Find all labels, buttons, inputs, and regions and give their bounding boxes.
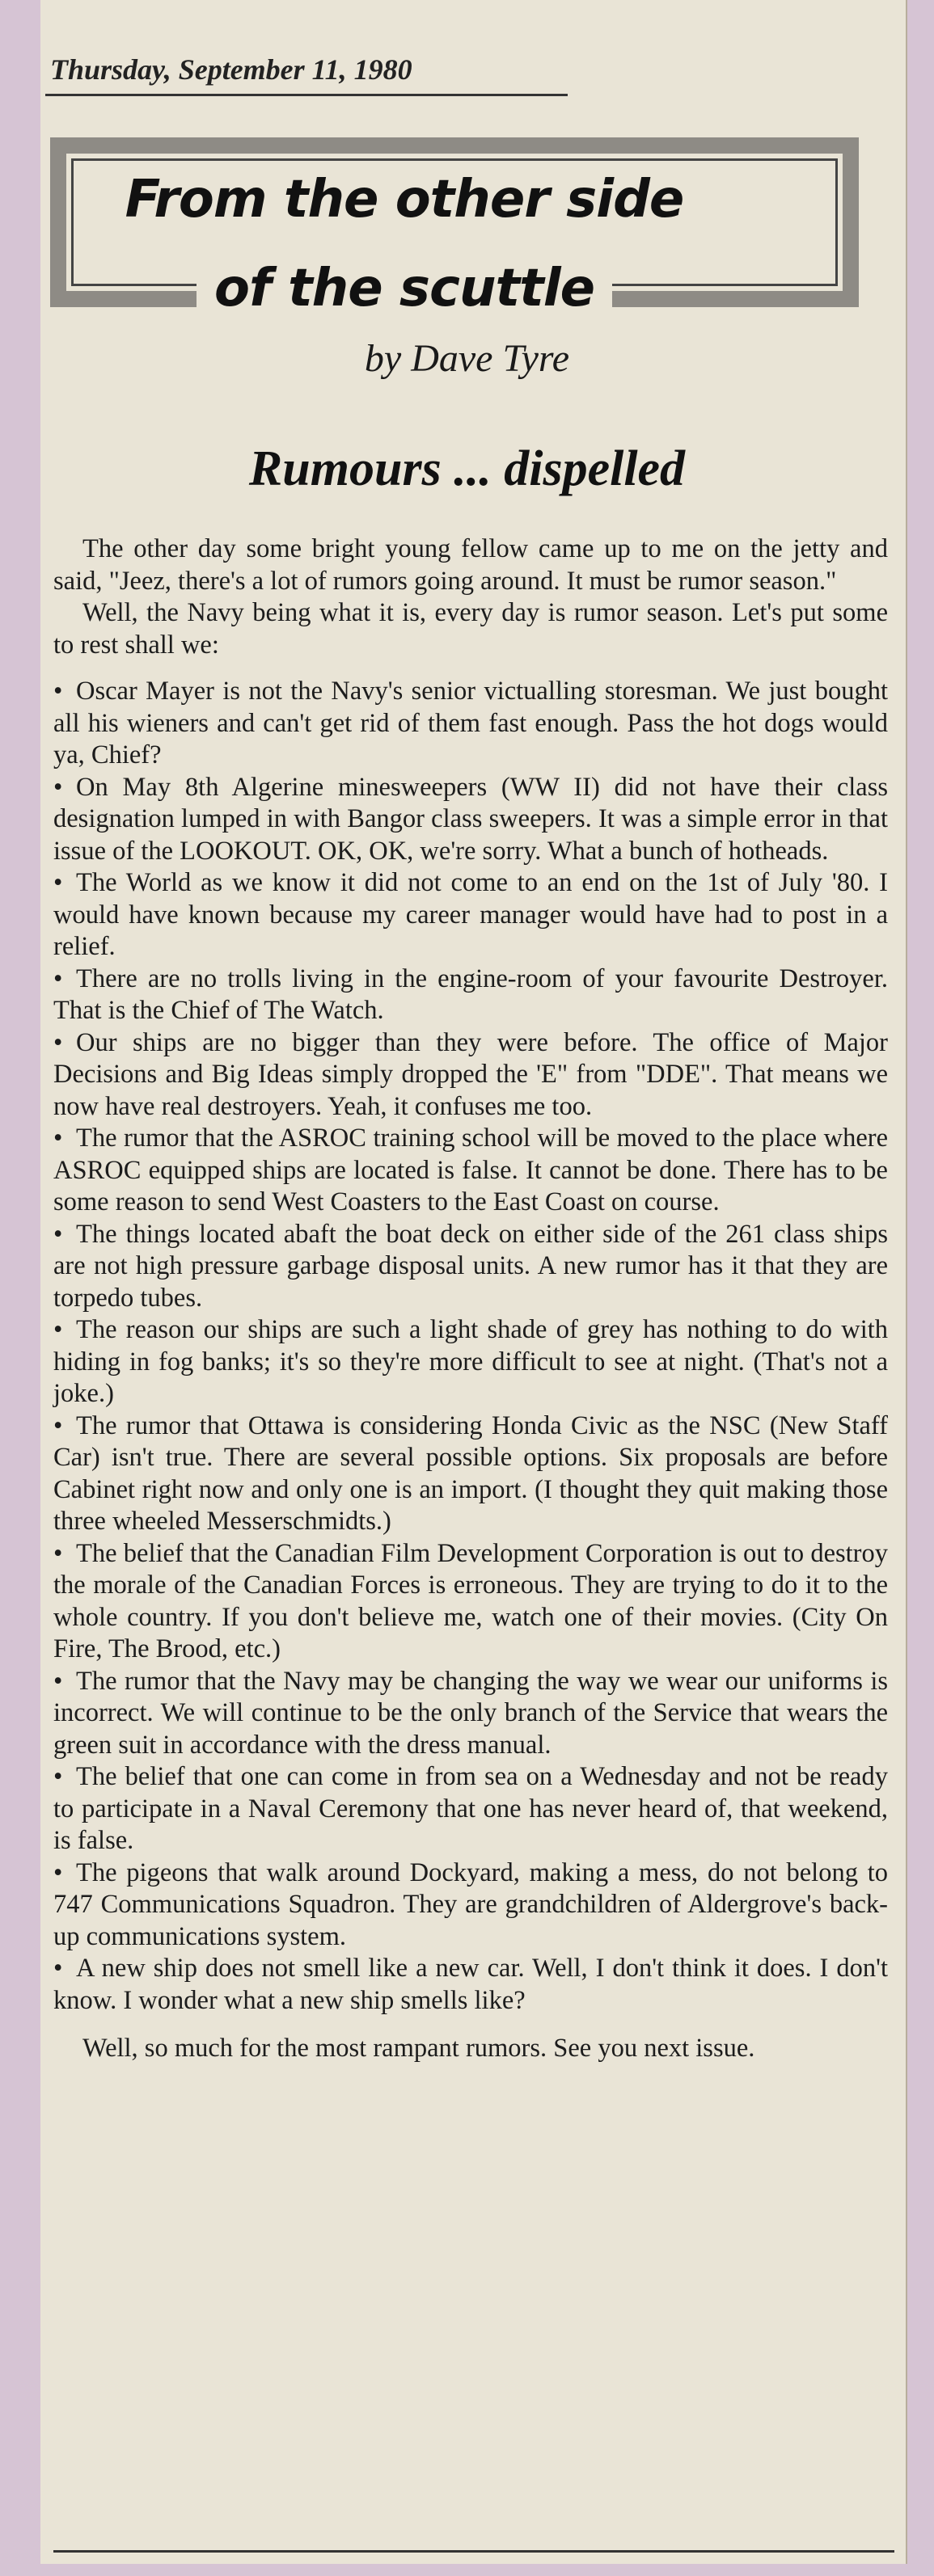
bullet-icon: •	[53, 1762, 63, 1791]
bullet-icon: •	[53, 677, 63, 706]
rumor-item: • Our ships are no bigger than they were before. The office of Major Decisions and Big Ideas simply dropped the 'E" from "DDE". That means we now have real destroyers. Yeah, it confuses me too.	[53, 1027, 888, 1121]
bullet-icon: •	[53, 1410, 63, 1440]
rumor-item: • Oscar Mayer is not the Navy's senior victualling storesman. We just bought all his wieners and can't get rid of them fast enough. Pass the hot dogs would ya, Chief?	[53, 677, 888, 769]
intro-paragraph: The other day some bright young fellow came up to me on the jetty and said, "Jeez, there's a lot of rumors going around. It must be rumor season."	[53, 534, 888, 596]
bullet-icon: •	[53, 1857, 63, 1887]
intro-paragraph: Well, the Navy being what it is, every day is rumor season. Let's put some to rest shall we:	[53, 598, 888, 660]
rumor-item: • The things located abaft the boat deck on either side of the 261 class ships are not high pressure garbage disposal units. A new rumor has it that they are torpedo tubes.	[53, 1219, 888, 1313]
rumor-item: • The rumor that the ASROC training school will be moved to the place where ASROC equipped ships are located is false. It cannot be done. There has to be some reason to send West Coasters to the East Coast on course.	[53, 1124, 888, 1216]
rumor-item: • On May 8th Algerine minesweepers (WW II) did not have their class designation lumped in with Bangor class sweepers. It was a simple error in that issue of the LOOKOUT. OK, OK, we're sorry. What a bunch of hotheads.	[53, 772, 888, 866]
bullet-icon: •	[53, 1538, 63, 1568]
article-title: Rumours ... dispelled	[248, 441, 686, 496]
bullet-icon: •	[53, 1219, 63, 1249]
closing-paragraph: Well, so much for the most rampant rumors. See you next issue.	[82, 2034, 755, 2063]
bullet-icon: •	[53, 1315, 63, 1344]
bullet-icon: •	[53, 1954, 63, 1983]
bullet-icon: •	[53, 772, 63, 802]
rumor-item: • The belief that the Canadian Film Development Corporation is out to destroy the morale of the Canadian Forces is erroneous. They are trying to do it to the whole country. If you don't believe me, watch one of their movies. (City On Fire, The Brood, etc.)	[53, 1538, 888, 1663]
rumor-item: • The pigeons that walk around Dockyard, making a mess, do not belong to 747 Communications Squadron. They are grandchildren of Aldergrove's back-up communications system.	[53, 1857, 888, 1951]
column-headline-line-2	[0, 259, 809, 318]
bullet-icon: •	[53, 1666, 63, 1696]
article-body	[53, 533, 888, 2065]
rumor-item: • The World as we know it did not come to an end on the 1st of July '80. I would have known because my career manager would have had to post in a relief.	[53, 868, 888, 961]
bullet-icon: •	[53, 1027, 63, 1057]
bullet-icon: •	[53, 868, 63, 897]
rumor-item: • The belief that one can come in from sea on a Wednesday and not be ready to participate in a Naval Ceremony that one has never heard of, that weekend, is false.	[53, 1762, 888, 1855]
byline: by Dave Tyre	[364, 337, 570, 380]
rumor-item: • The rumor that the Navy may be changing the way we wear our uniforms is incorrect. We will continue to be the only branch of the Service that wears the green suit in accordance with the dress manual.	[53, 1666, 888, 1760]
bottom-rule	[53, 2550, 894, 2553]
rumor-item: • The rumor that Ottawa is considering Honda Civic as the NSC (New Staff Car) isn't true. There are several possible options. Six proposals are before Cabinet right now and only one is an import. (I thought they quit making those three wheeled Messerschmidts.)	[53, 1410, 888, 1536]
column-headline-line-1: From the other side	[125, 170, 684, 230]
column-headline-line-2-text: of the scuttle	[197, 259, 612, 318]
rumor-item: • There are no trolls living in the engine-room of your favourite Destroyer. That is the Chief of The Watch.	[53, 963, 888, 1025]
bullet-icon: •	[53, 1124, 63, 1153]
bullet-icon: •	[53, 963, 63, 993]
rumor-item: • The reason our ships are such a light shade of grey has nothing to do with hiding in fog banks; it's so they're more difficult to see at night. (That's not a joke.)	[53, 1315, 888, 1408]
dateline: Thursday, September 11, 1980	[45, 45, 568, 96]
rumor-item: • A new ship does not smell like a new car. Well, I don't think it does. I don't know. I wonder what a new ship smells like?	[53, 1954, 888, 2015]
